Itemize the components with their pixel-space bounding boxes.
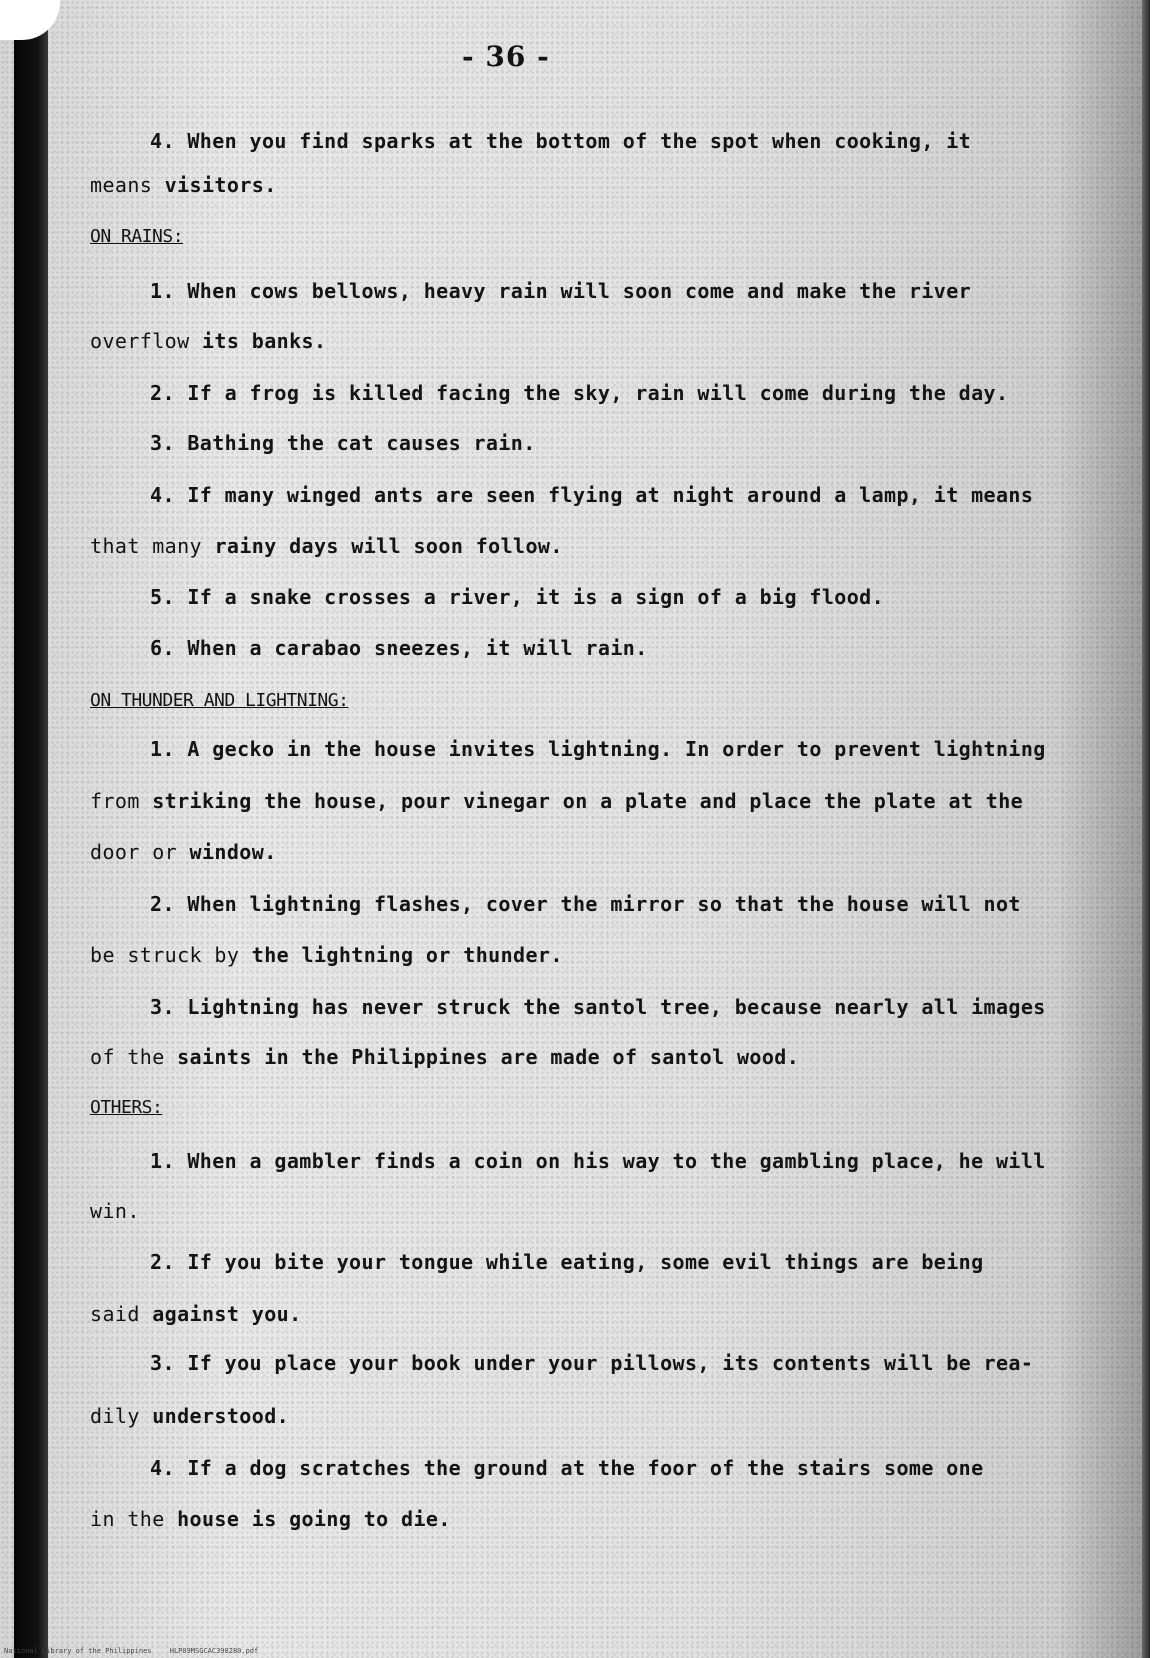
text-fragment: that many	[90, 534, 202, 558]
text-fragment: door or	[90, 840, 178, 864]
text-fragment: striking the house, pour vinegar on a plate and place the plate at the	[152, 789, 1024, 813]
text-fragment: of the	[90, 1045, 165, 1069]
text-line	[90, 329, 326, 353]
text-fragment: said	[90, 1302, 140, 1326]
text-line: 2. If a frog is killed facing the sky, rain will come during the day.	[150, 381, 1009, 405]
text-line	[90, 1045, 799, 1069]
text-fragment: saints in the Philippines are made of santol wood.	[177, 1045, 800, 1069]
text-line: 5. If a snake crosses a river, it is a sign of a big flood.	[150, 585, 885, 609]
text-line: 1. When cows bellows, heavy rain will soon come and make the river	[150, 279, 972, 303]
text-line: 2. When lightning flashes, cover the mirror so that the house will not	[150, 892, 1021, 916]
text-line: 6. When a carabao sneezes, it will rain.	[150, 636, 648, 660]
page-corner	[0, 0, 60, 40]
text-fragment: the lightning or thunder.	[251, 943, 563, 967]
page-edge-shadow	[1142, 0, 1150, 1658]
text-fragment: its banks.	[201, 329, 327, 353]
text-fragment: means	[90, 173, 153, 197]
footer-file: HLP09MSGCAC390280.pdf	[169, 1647, 259, 1655]
text-fragment: visitors.	[164, 173, 277, 197]
text-line: 4. If many winged ants are seen flying at night around a lamp, it means	[150, 483, 1034, 507]
text-fragment: overflow	[90, 329, 190, 353]
page-number: - 36 -	[462, 40, 550, 73]
text-fragment: dily	[90, 1404, 140, 1428]
text-line	[90, 789, 1023, 813]
text-line: 2. If you bite your tongue while eating, some evil things are being	[150, 1250, 984, 1274]
text-fragment: understood.	[152, 1404, 290, 1428]
text-line: win.	[90, 1199, 140, 1223]
text-fragment: house is going to die.	[177, 1507, 451, 1531]
section-heading-others: OTHERS:	[90, 1097, 163, 1118]
text-line	[90, 1302, 302, 1326]
binding-shadow	[14, 0, 48, 1658]
text-fragment: rainy days will soon follow.	[214, 534, 563, 558]
text-line: 3. Bathing the cat causes rain.	[150, 431, 536, 455]
text-fragment: in the	[90, 1507, 165, 1531]
text-line: 1. A gecko in the house invites lightning. In order to prevent lightning	[150, 737, 1046, 761]
text-fragment: against you.	[152, 1302, 302, 1326]
section-heading-thunder: ON THUNDER AND LIGHTNING:	[90, 690, 349, 711]
scan-footer	[4, 1647, 272, 1655]
text-line	[90, 1507, 451, 1531]
text-line: 4. If a dog scratches the ground at the foor of the stairs some one	[150, 1456, 984, 1480]
text-line: 4. When you find sparks at the bottom of the spot when cooking, it	[150, 129, 972, 153]
text-line	[90, 840, 277, 864]
text-line: 1. When a gambler finds a coin on his way to the gambling place, he will	[150, 1149, 1046, 1173]
text-fragment: from	[90, 789, 140, 813]
text-fragment: be struck by	[90, 943, 240, 967]
footer-source: National Library of the Philippines	[4, 1647, 152, 1655]
text-line	[90, 173, 277, 197]
text-line	[90, 943, 563, 967]
text-line: 3. If you place your book under your pillows, its contents will be rea-	[150, 1351, 1034, 1375]
section-heading-rains: ON RAINS:	[90, 226, 184, 247]
text-line	[90, 1404, 289, 1428]
text-line	[90, 534, 563, 558]
text-fragment: window.	[189, 840, 277, 864]
text-line: 3. Lightning has never struck the santol tree, because nearly all images	[150, 995, 1046, 1019]
